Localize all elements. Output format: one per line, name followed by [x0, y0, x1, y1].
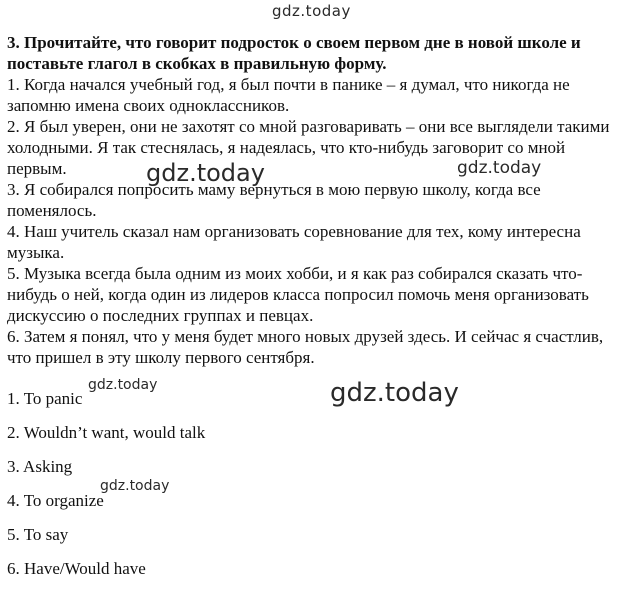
task-item-2: 2. Я был уверен, они не захотят со мной разговаривать – они все выглядели такими холодными. Я так стеснялась, я надеялась, что кто-нибудь заговорит со мной первым. [7, 117, 610, 178]
watermark: gdz.today [457, 158, 542, 178]
answer-5: 5. To say [7, 525, 69, 544]
task-item-6: 6. Затем я понял, что у меня будет много новых друзей здесь. И сейчас я счастлив, что пришел в эту школу первого сентября. [7, 327, 604, 367]
watermark: gdz.today [146, 159, 265, 187]
task-block [7, 32, 627, 368]
answer-2: 2. Wouldn’t want, would talk [7, 423, 206, 442]
watermark: gdz.today [88, 377, 158, 393]
task-item-4: 4. Наш учитель сказал нам организовать соревнование для тех, кому интересна музыка. [7, 222, 581, 262]
answer-6: 6. Have/Would have [7, 559, 146, 578]
watermark: gdz.today [330, 378, 459, 408]
answer-1: 1. To panic [7, 389, 83, 408]
answer-3: 3. Asking [7, 457, 73, 476]
answers-list [7, 388, 607, 592]
watermark-top: gdz.today [272, 2, 351, 20]
task-item-3: 3. Я собирался попросить маму вернуться в мою первую школу, когда все поменялось. [7, 180, 541, 220]
task-item-5: 5. Музыка всегда была одним из моих хобби, и я как раз собирался сказать что-нибудь о ней, когда один из лидеров класса попросил помочь меня организовать дискуссию о последних группах и певцах. [7, 264, 589, 325]
task-title: 3. Прочитайте, что говорит подросток о своем первом дне в новой школе и поставьте глагол в скобках в правильную форму. [7, 33, 581, 73]
answer-4: 4. To organize [7, 491, 104, 510]
task-item-1: 1. Когда начался учебный год, я был почти в панике – я думал, что никогда не запомню имена своих одноклассников. [7, 75, 570, 115]
watermark: gdz.today [100, 478, 170, 494]
